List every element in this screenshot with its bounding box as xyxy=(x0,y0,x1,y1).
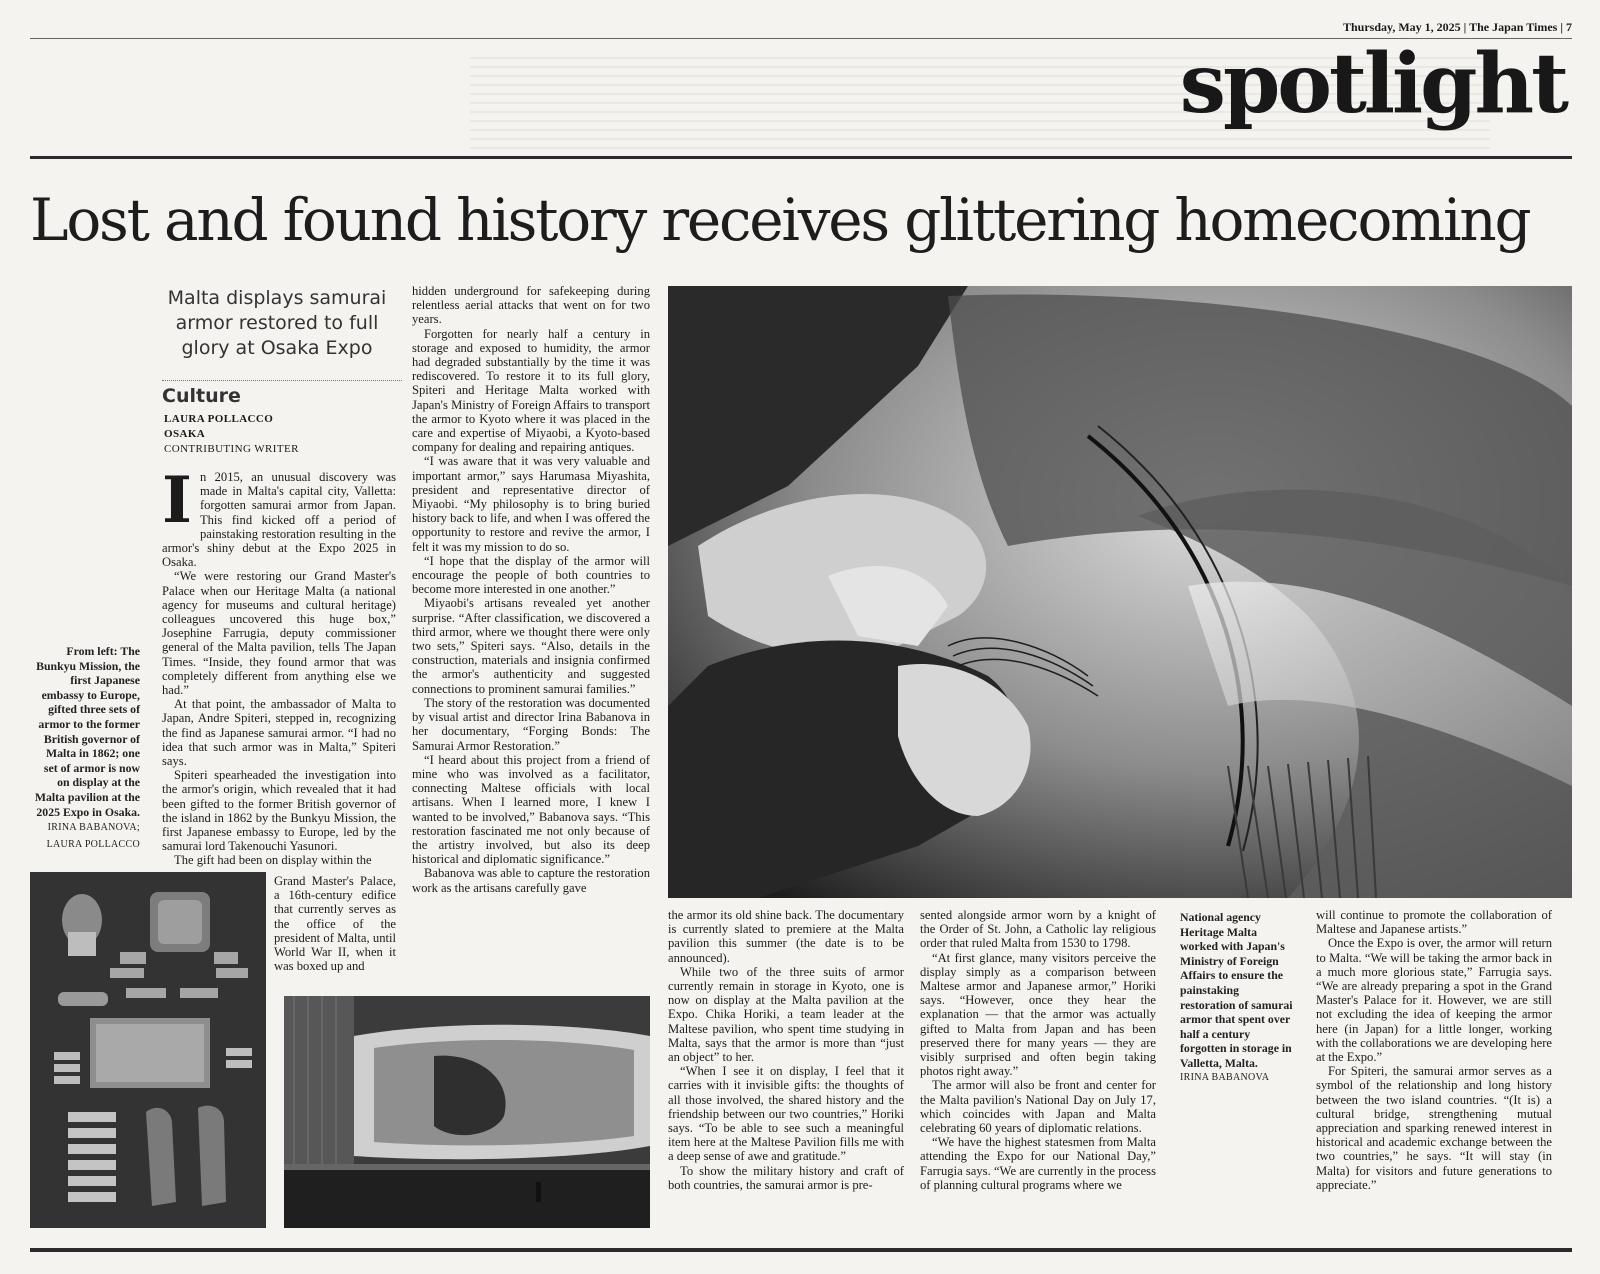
section-heading: spotlight xyxy=(1179,36,1566,132)
armor-components-graphic xyxy=(30,872,266,1228)
main-photo-restoration xyxy=(668,286,1572,898)
caption-left-text: From left: The Bunkyu Mission, the first Japanese embassy to Europe, gifted three sets of armor to the former British governor of Malta in 1862; one set of armor is now on display at the Malta pavilion at the 2025 Expo in Osaka. xyxy=(34,644,140,819)
paragraph: sented alongside armor worn by a knight of the Order of St. John, a Catholic lay religious order that ruled Malta from 1530 to 1798. xyxy=(920,908,1156,951)
armor-components-photo xyxy=(30,872,266,1228)
paragraph: Miyaobi's artisans revealed yet another surprise. “After classification, we discovered a third armor, where we thought there were only two sets,” Spiteri says. “Also, details in the construction, materials and insignia confirmed the armor's authenticity and suggested connections to prominent samurai families.” xyxy=(412,596,650,696)
column-1 xyxy=(162,463,396,872)
paragraph: “I hope that the display of the armor will encourage the people of both countries to become more interested in one another.” xyxy=(412,553,650,597)
caption-right xyxy=(1180,910,1294,1085)
restoration-photo-graphic xyxy=(668,286,1572,898)
caption-left xyxy=(34,644,140,852)
column-3 xyxy=(668,908,904,1238)
paragraph: “When I see it on display, I feel that it carries with it invisible gifts: the thoughts of all those involved, the shared history and the friendship between our two countries,” Horiki says. “To be able to see such a meaningful item here at the Maltese Pavilion fills me with a deep sense of awe and gratitude.” xyxy=(668,1064,904,1164)
bottom-rule xyxy=(30,1248,1572,1252)
paragraph: Forgotten for nearly half a century in storage and exposed to humidity, the armor had degraded substantially by the time it was rediscovered. To restore it to its full glory, Spiteri and Heritage Malta worked with Japan's Ministry of Foreign Affairs to transport the armor to Kyoto where it was placed in the care and expertise of Miyaobi, a Kyoto-based company for dealing and repairing antiques. xyxy=(412,326,650,455)
paragraph: “We have the highest statesmen from Malta attending the Expo for our National Day,” Farrugia says. “We are currently in the process of planning cultural programs where we xyxy=(920,1135,1156,1192)
section-rule xyxy=(30,156,1572,159)
byline-role: CONTRIBUTING WRITER xyxy=(164,443,299,455)
paragraph: “I was aware that it was very valuable and important armor,” says Harumasa Miyashita, president and representative director of Miyaobi. “My philosophy is to bring buried history back to life, and when I was offered the opportunity to restore and revive the armor, I felt it was my mission to do so. xyxy=(412,454,650,554)
paragraph: hidden underground for safekeeping during relentless aerial attacks that went on for two years. xyxy=(412,284,650,327)
byline-author: LAURA POLLACCO xyxy=(164,413,274,425)
headline: Lost and found history receives glittering homecoming xyxy=(30,186,1530,254)
byline xyxy=(164,412,299,457)
paragraph: Spiteri spearheaded the investigation into the armor's origin, which revealed that it had been gifted to the former British governor of the island in 1862 by the Bunkyu Mission, the first Japanese embassy to Europe, led by the samurai lord Takenouchi Yasunori. xyxy=(162,768,396,854)
caption-right-text: National agency Heritage Malta worked with Japan's Ministry of Foreign Affairs to ensure the painstaking restoration of samurai armor that spent over half a century forgotten in storage in Valletta, Malta. xyxy=(1180,910,1293,1070)
drop-cap: I xyxy=(162,463,192,538)
column-2 xyxy=(412,284,650,994)
pavilion-photo xyxy=(284,996,650,1228)
paragraph: The armor will also be front and center for the Malta pavilion's National Day on July 17, which coincides with Japan and Malta celebrating 60 years of diplomatic relations. xyxy=(920,1078,1156,1136)
paragraph: The story of the restoration was documented by visual artist and director Irina Babanova in her documentary, “Forging Bonds: The Samurai Armor Restoration.” xyxy=(412,695,650,753)
paragraph: At that point, the ambassador of Malta to Japan, Andre Spiteri, stepped in, recognizing the find as Japanese samurai armor. “I had no idea that such armor was in Malta,” Spiteri says. xyxy=(162,697,396,769)
caption-right-credit: IRINA BABANOVA xyxy=(1180,1071,1270,1083)
paragraph xyxy=(162,463,396,570)
paragraph: To show the military history and craft of both countries, the samurai armor is pre- xyxy=(668,1163,904,1192)
column-4 xyxy=(920,908,1156,1238)
paragraph: will continue to promote the collaboration of Maltese and Japanese artists.” xyxy=(1316,908,1552,937)
caption-left-credit: IRINA BABANOVA; LAURA POLLACCO xyxy=(46,822,140,850)
paragraph: The gift had been on display within the xyxy=(174,853,372,868)
column-5 xyxy=(1316,908,1552,1238)
folio: Thursday, May 1, 2025 | The Japan Times | 7 xyxy=(1342,20,1572,34)
kicker: Culture xyxy=(162,385,241,407)
paragraph: “At first glance, many visitors perceive the display simply as a comparison between Maltese armor and Japanese armor,” Horiki says. “However, once they hear the explanation — that the armor was actually gifted to Malta from Japan and has been preserved there for many years — they are visibly surprised and often begin taking photos right away.” xyxy=(920,950,1156,1079)
paragraph: Grand Master's Palace, a 16th-century edifice that currently serves as the office of the president of Malta, until World War II, when it was boxed up and xyxy=(274,874,396,974)
paragraph: For Spiteri, the samurai armor serves as a symbol of the relationship and long history between the two island countries. “(It is) a cultural bridge, strengthening mutual appreciation and sparking renewed interest in historical and academic exchange between the two countries,” he says. “It will stay (in Malta) for visitors and future generations to appreciate.” xyxy=(1316,1064,1552,1192)
column-1-continued xyxy=(274,874,396,990)
paragraph: “I heard about this project from a friend of mine who was involved as a facilitator, connecting Maltese officials with local artisans. When I learned more, I knew I wanted to be involved,” Babanova says. “This restoration fascinated me not only because of the artistry involved, but also its deep historical and diplomatic significance.” xyxy=(412,752,650,867)
byline-location: OSAKA xyxy=(164,428,206,440)
paragraph: “We were restoring our Grand Master's Palace when our Heritage Malta (a national agency for museums and cultural heritage) colleagues uncovered this huge box,” Josephine Farrugia, deputy commissioner general of the Malta pavilion, tells The Japan Times. “Inside, they found armor that was completely different from anything else we had.” xyxy=(162,569,396,698)
dotted-rule xyxy=(162,380,402,381)
pavilion-graphic xyxy=(284,996,650,1228)
paragraph: Once the Expo is over, the armor will return to Malta. “We will be taking the armor back in a much more glorious state,” Farrugia says. “We are already preparing a spot in the Grand Master's Palace for it. However, we are still not excluding the idea of keeping the armor here (in Japan) for a little longer, working with the collaborations we are developing here at the Expo.” xyxy=(1316,936,1552,1065)
deck: Malta displays samurai armor restored to full glory at Osaka Expo xyxy=(167,287,387,359)
paragraph: the armor its old shine back. The documentary is currently slated to premiere at the Malta pavilion this summer (the date is to be announced). xyxy=(668,908,904,965)
paragraph-text: n 2015, an unusual discovery was made in Malta's capital city, Valletta: forgotten samurai armor from Japan. This find kicked off a period of painstaking restoration resulting in the armor's shiny debut at the Expo 2025 in Osaka. xyxy=(162,470,396,570)
paragraph: Babanova was able to capture the restoration work as the artisans carefully gave xyxy=(412,866,650,895)
paragraph: While two of the three suits of armor currently remain in storage in Kyoto, one is now on display at the Malta pavilion at the Expo. Chika Horiki, a team leader at the Maltese pavilion, who spent time studying in Malta, says that the armor is more than “just an object” to her. xyxy=(668,964,904,1065)
